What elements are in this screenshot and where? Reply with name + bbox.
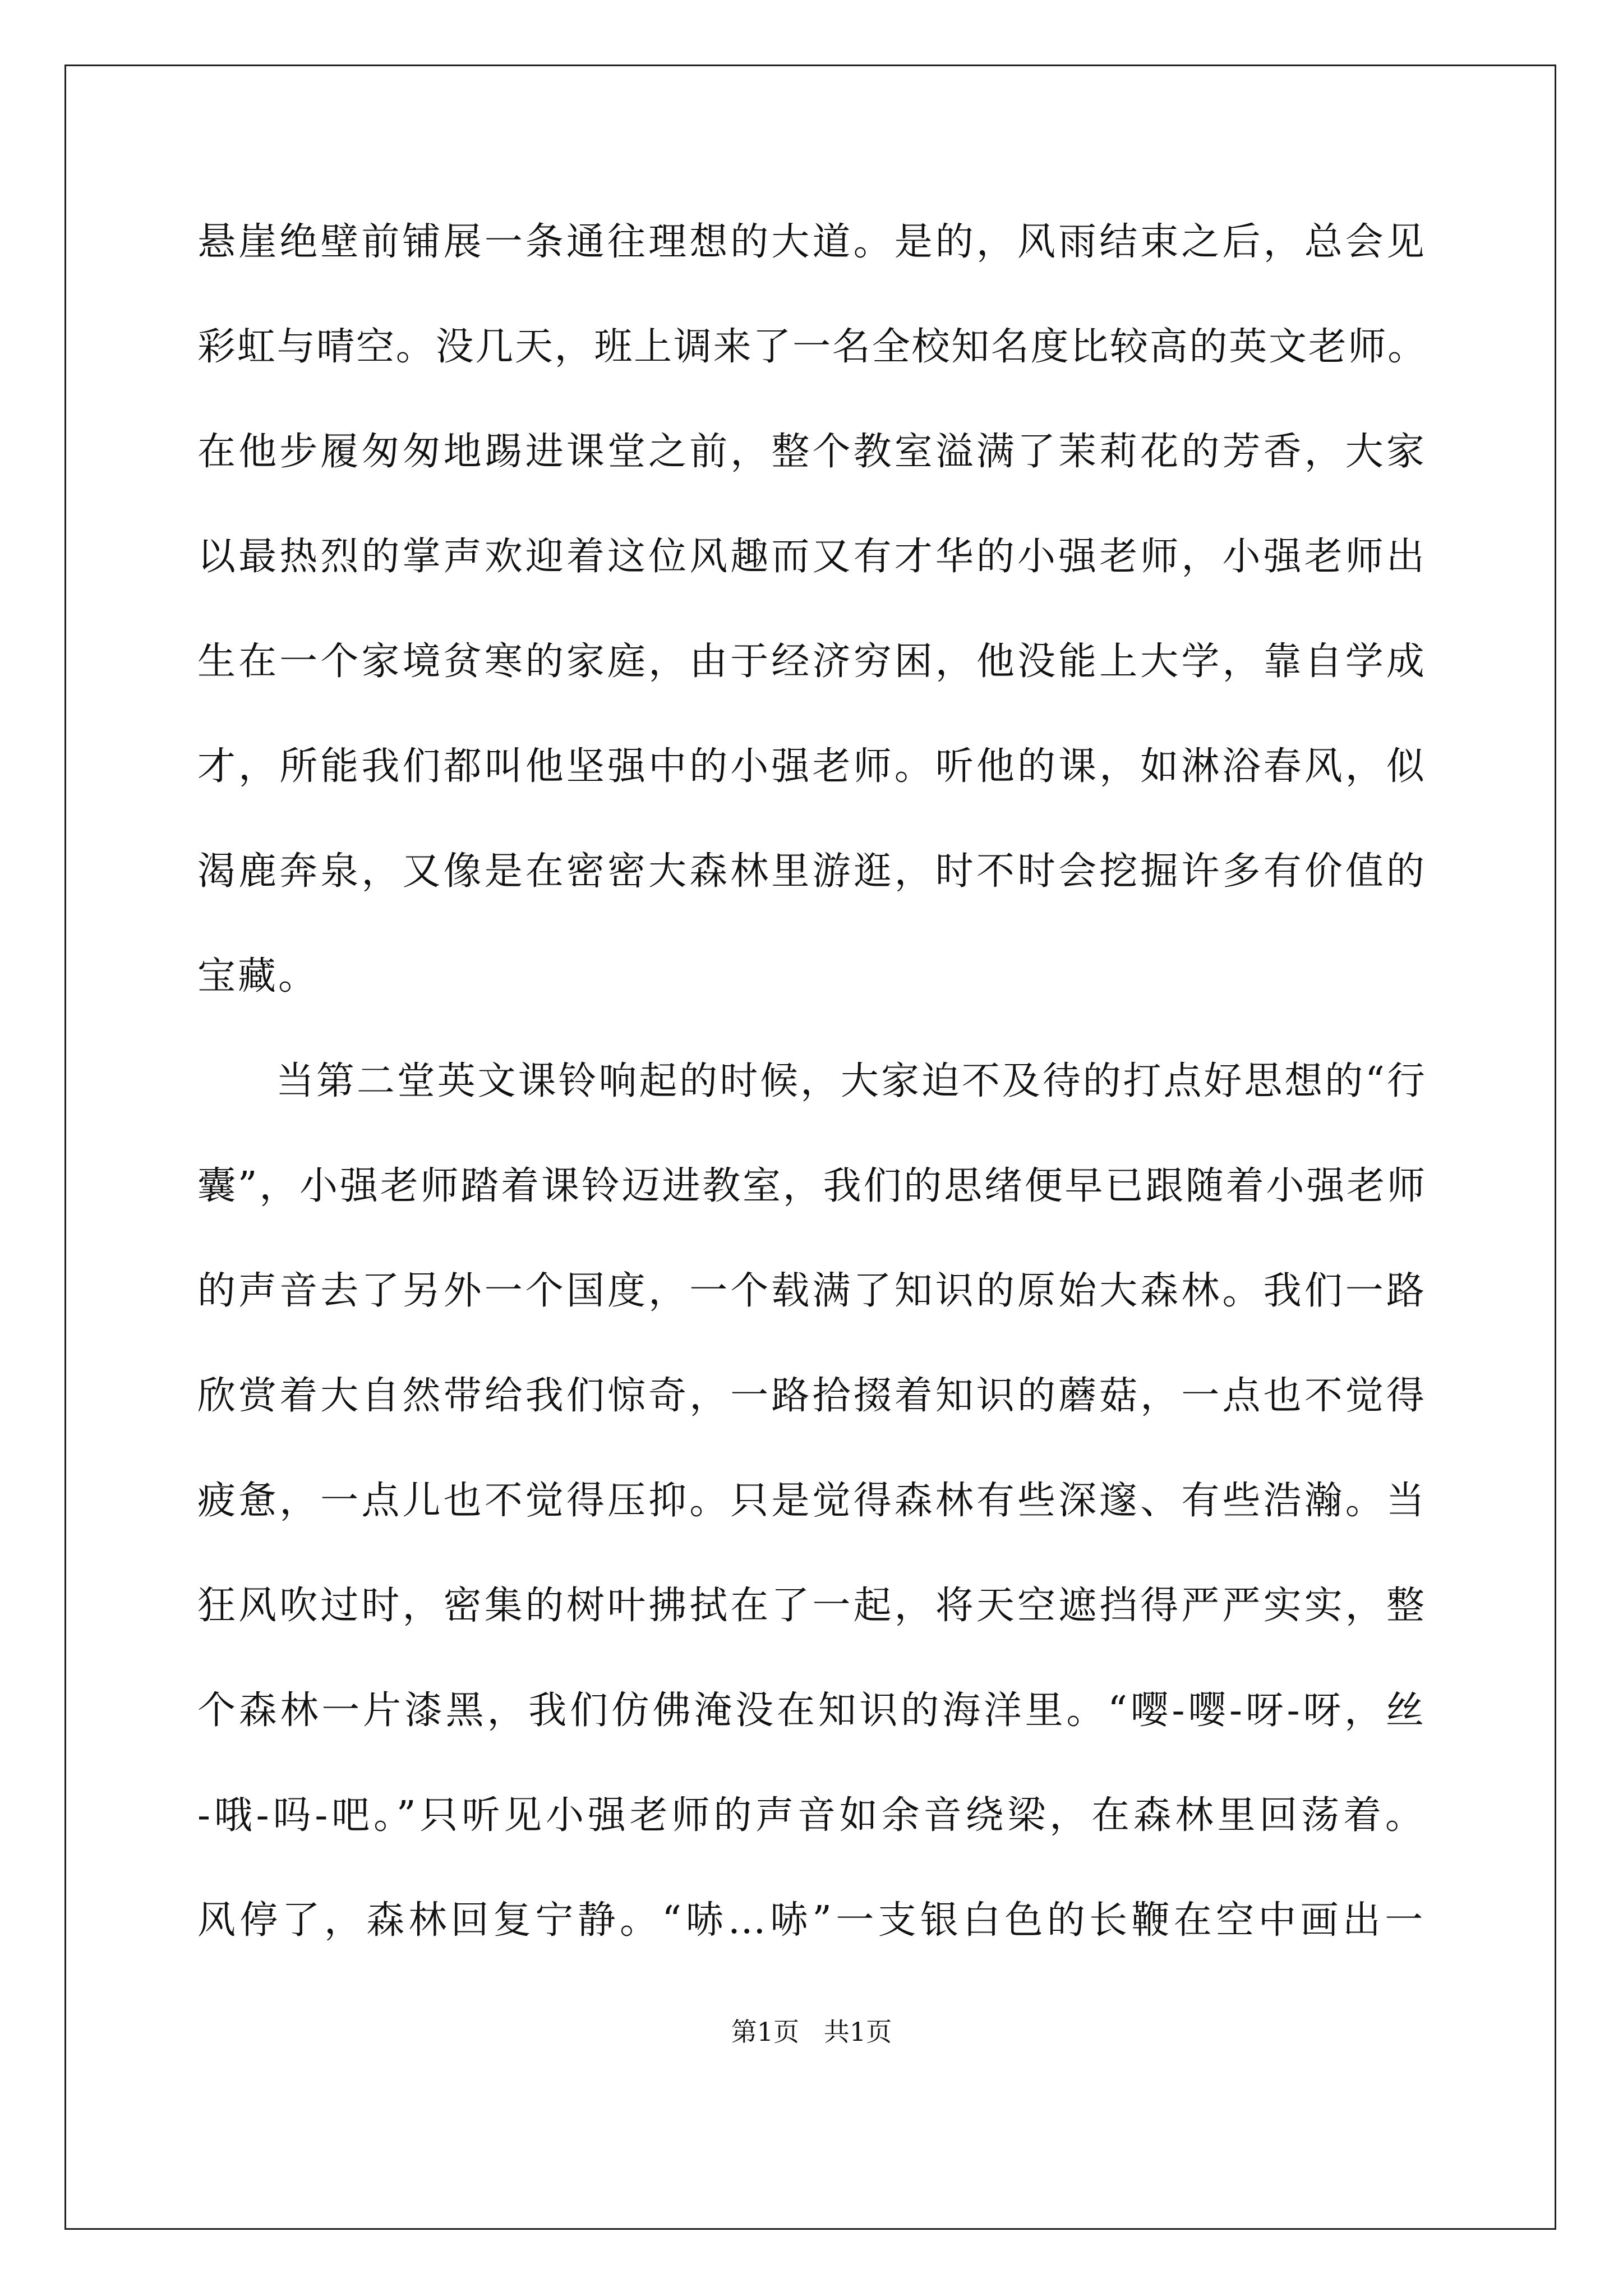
paragraph-line: 欣赏着大自然带给我们惊奇，一路拾掇着知识的蘑菇，一点也不觉得	[197, 1374, 1428, 1418]
paragraph-line: 个森林一片漆黑，我们仿佛淹没在知识的海洋里。“嘤-嘤-呀-呀，丝	[197, 1688, 1427, 1733]
paragraph-line: 才，所能我们都叫他坚强中的小强老师。听他的课，如淋浴春风，似	[197, 744, 1428, 789]
paragraph-line: 以最热烈的掌声欢迎着这位风趣而又有才华的小强老师，小强老师出	[197, 535, 1428, 579]
paragraph-line: 狂风吹过时，密集的树叶拂拭在了一起，将天空遮挡得严严实实，整	[197, 1584, 1428, 1628]
paragraph-line: 疲惫，一点儿也不觉得压抑。只是觉得森林有些深邃、有些浩瀚。当	[197, 1479, 1428, 1523]
paragraph-line: 囊”，小强老师踏着课铃迈进教室，我们的思绪便早已跟随着小强老师	[197, 1164, 1427, 1208]
paragraph-line: 宝藏。	[197, 954, 319, 999]
paragraph-line: 生在一个家境贫寒的家庭，由于经济穷困，他没能上大学，靠自学成	[197, 639, 1428, 684]
paragraph-line: 的声音去了另外一个国度，一个载满了知识的原始大森林。我们一路	[197, 1269, 1428, 1313]
paragraph-line: 在他步履匆匆地踢进课堂之前，整个教室溢满了茉莉花的芳香，大家	[197, 430, 1428, 474]
paragraph-line: 彩虹与晴空。没几天，班上调来了一名全校知名度比较高的英文老师。	[197, 325, 1428, 369]
paragraph-first-line: 当第二堂英文课铃响起的时候，大家迫不及待的打点好思想的“行	[276, 1059, 1427, 1103]
paragraph-line: 悬崖绝壁前铺展一条通往理想的大道。是的，风雨结束之后，总会见	[197, 220, 1428, 264]
paragraph-line: 风停了，森林回复宁静。“哧…哧”一支银白色的长鞭在空中画出一	[197, 1898, 1427, 1943]
paragraph-line: 渴鹿奔泉，又像是在密密大森林里游逛，时不时会挖掘许多有价值的	[197, 849, 1428, 894]
page-footer: 第1页 共1页	[731, 2017, 892, 2047]
paragraph-line: -哦-吗-吧。”只听见小强老师的声音如余音绕梁，在森林里回荡着。	[197, 1793, 1427, 1838]
